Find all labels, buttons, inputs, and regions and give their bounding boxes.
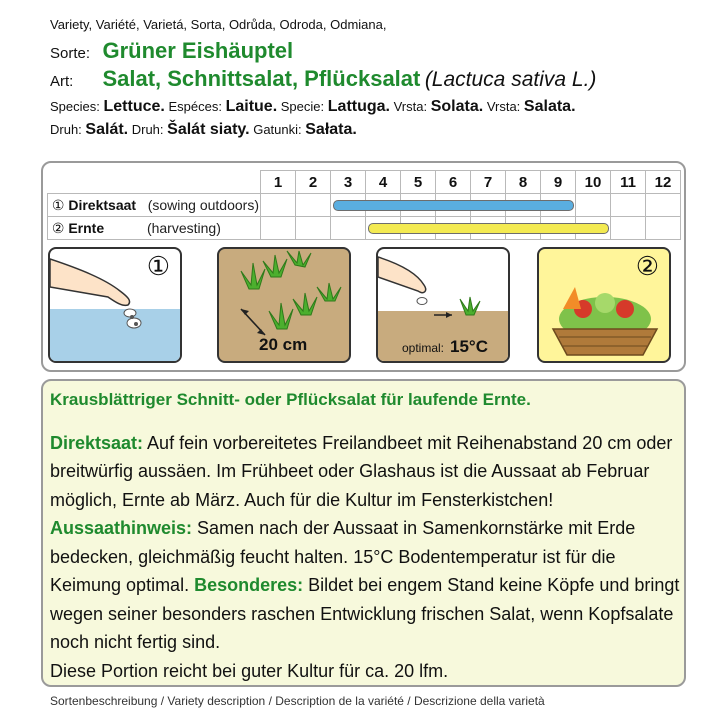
besonderes-keyword: Besonderes:	[194, 575, 304, 595]
species-value: Lettuce.	[103, 98, 165, 115]
month-header: 5	[401, 171, 436, 194]
portion-text: Diese Portion reicht bei guter Kultur für ca. 20 lfm.	[50, 660, 449, 681]
row-number: ①	[51, 196, 65, 213]
species-label: Vrsta:	[393, 99, 428, 114]
month-header: 8	[506, 171, 541, 194]
step-number-badge: ②	[635, 251, 659, 281]
aussaathinweis-keyword: Aussaathinweis:	[50, 518, 193, 538]
month-header: 10	[576, 171, 611, 194]
druh-value: Šalát siaty.	[167, 121, 250, 138]
month-header: 1	[261, 171, 296, 194]
druh-label: Gatunki:	[253, 122, 302, 137]
row-number: ②	[51, 219, 65, 236]
optimal-temperature: 15°C	[450, 337, 488, 356]
month-header: 4	[366, 171, 401, 194]
month-header: 2	[296, 171, 331, 194]
species-value: Solata.	[430, 98, 484, 115]
row-label-ernte	[48, 217, 261, 240]
druh-value: Salát.	[85, 121, 129, 138]
row-label-main: Ernte	[68, 219, 105, 236]
sorte-label: Sorte:	[50, 45, 91, 62]
art-label: Art:	[50, 73, 74, 90]
art-row	[50, 66, 596, 92]
row-label-english: (harvesting)	[146, 219, 221, 236]
species-label: Species:	[50, 99, 100, 114]
germination-illustration	[376, 247, 510, 363]
harvest-illustration	[537, 247, 671, 363]
species-label: Vrsta:	[486, 99, 521, 114]
cut-off-footer-text: Sortenbeschreibung / Variety description / Description de la variété / Descrizione della varietà	[50, 694, 545, 708]
row-label-english: (sowing outdoors)	[147, 196, 259, 213]
month-header: 11	[611, 171, 646, 194]
month-header: 7	[471, 171, 506, 194]
optimal-label: optimal:	[402, 341, 445, 355]
art-latin-name: (Lactuca sativa L.)	[424, 68, 597, 91]
species-value: Laitue.	[225, 98, 278, 115]
species-value: Salata.	[523, 98, 576, 115]
druh-value: Sałata.	[305, 121, 357, 138]
druh-label: Druh:	[131, 122, 164, 137]
besonderes-text: Bildet bei engem Stand keine Köpfe und bringt wegen seiner besonders raschen Entwicklung frischen Salat, wenn Kopfsalate noch nicht fertig sind.	[50, 575, 680, 652]
harvest-period-bar	[368, 223, 609, 234]
species-label: Espéces:	[168, 99, 222, 114]
species-line	[50, 98, 576, 116]
row-label-main: Direktsaat	[68, 196, 137, 213]
month-header: 3	[331, 171, 366, 194]
step-number-badge: ①	[146, 251, 170, 281]
aussaathinweis-text: Samen nach der Aussaat in Samenkornstärke mit Erde bedecken, gleichmäßig feucht halten. 15°C Bodentemperatur ist für die Keimung optimal.	[50, 518, 636, 595]
sowing-period-bar	[333, 200, 574, 211]
druh-label: Druh:	[50, 122, 82, 137]
art-value: Salat, Schnittsalat, Pflücksalat	[102, 66, 421, 91]
sowing-illustration	[48, 247, 182, 363]
species-value: Lattuga.	[327, 98, 390, 115]
description-text	[50, 386, 680, 685]
month-header: 6	[436, 171, 471, 194]
description-title: Krausblättriger Schnitt- oder Pflücksalat für laufende Ernte.	[50, 390, 531, 409]
month-header: 9	[541, 171, 576, 194]
row-spacing-label: 20 cm	[259, 335, 308, 354]
species-label: Specie:	[280, 99, 325, 114]
spacing-illustration	[217, 247, 351, 363]
month-header: 12	[646, 171, 681, 194]
calendar-corner	[48, 171, 261, 194]
direktsaat-text: Auf fein vorbereitetes Freilandbeet mit Reihenabstand 20 cm oder breitwürfig aussäen. Im Frühbeet oder Glashaus ist die Aussaat ab Februar möglich, Ernte ab März. Auch für die Kultur im Fensterkistchen!	[50, 432, 673, 510]
sorte-row	[50, 38, 293, 64]
direktsaat-keyword: Direktsaat:	[50, 432, 144, 453]
sorte-value: Grüner Eishäuptel	[102, 38, 294, 63]
row-label-direktsaat	[48, 194, 261, 217]
druh-line	[50, 121, 357, 139]
variety-languages-line: Variety, Variété, Varietá, Sorta, Odrůda, Odroda, Odmiana,	[50, 17, 387, 32]
